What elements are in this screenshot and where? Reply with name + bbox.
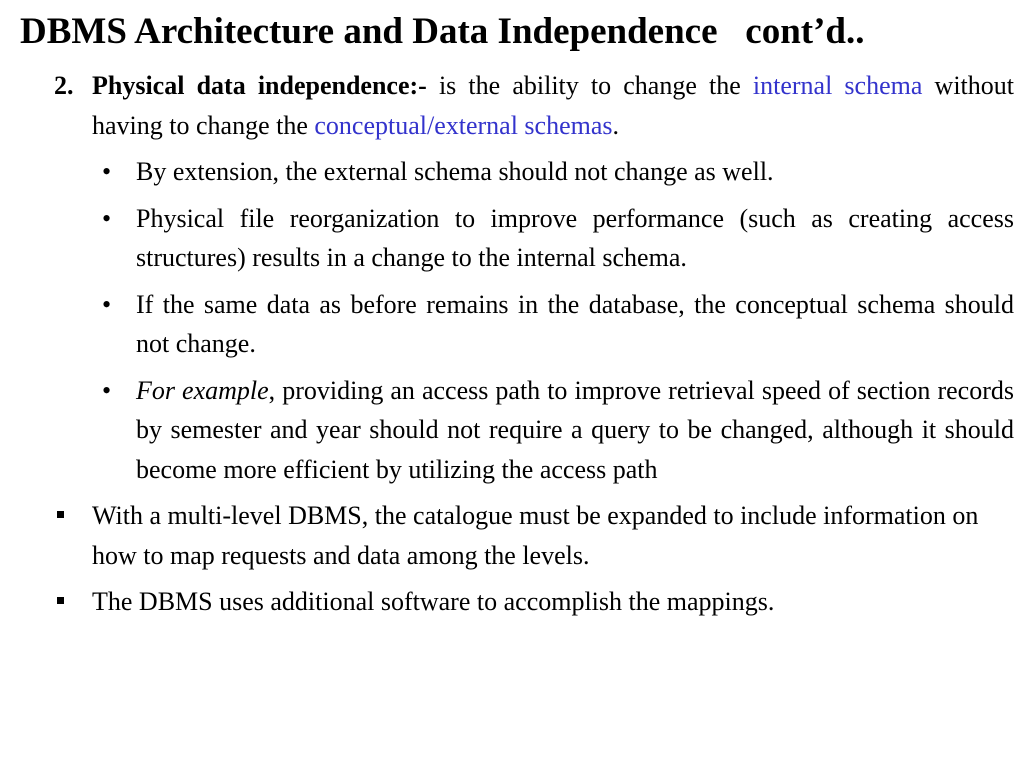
main-bullet-item	[54, 496, 1014, 575]
bullet-icon: •	[102, 203, 112, 233]
main-bullet-text: The DBMS uses additional software to accomplish the mappings.	[92, 587, 775, 616]
bullet-icon: •	[102, 375, 112, 405]
square-bullet-icon	[57, 511, 64, 518]
sub-bullet-item	[98, 152, 1014, 192]
point-lead: Physical data independence:-	[92, 71, 427, 100]
point-text: is the ability to change the	[426, 71, 753, 100]
sub-bullet-text: If the same data as before remains in the database, the conceptual schema should not change.	[136, 289, 1014, 358]
slide-content	[54, 66, 1014, 622]
sub-bullet-item	[98, 199, 1014, 278]
sub-bullet-text: Physical file reorganization to improve performance (such as creating access structures) results in a change to the internal schema.	[136, 203, 1014, 272]
highlight-internal-schema: internal schema	[752, 71, 923, 100]
square-bullet-icon	[57, 597, 64, 604]
sub-bullet-list	[98, 152, 1014, 489]
point-text: without having to change the	[92, 71, 1014, 140]
sub-bullet-italic-text: For example	[136, 375, 269, 405]
sub-bullet-text: , providing an access path to improve retrieval speed of section records by semester and year should not require a query to be changed, although it should become more efficient by utilizing the access path	[136, 375, 1014, 484]
bullet-icon: •	[102, 289, 112, 319]
sub-bullet-item	[98, 285, 1014, 364]
main-bullet-list	[54, 496, 1014, 622]
point-number: 2.	[54, 71, 74, 100]
main-bullet-item	[54, 582, 1014, 622]
numbered-point	[54, 66, 1014, 145]
sub-bullet-text: By extension, the external schema should not change as well.	[136, 157, 774, 186]
sub-bullet-item	[98, 371, 1014, 490]
point-text: .	[612, 110, 620, 140]
slide-title: DBMS Architecture and Data Independence cont’d..	[20, 11, 865, 52]
bullet-icon: •	[102, 157, 112, 186]
main-bullet-text: With a multi-level DBMS, the catalogue must be expanded to include information on how to map requests and data among the levels.	[92, 501, 979, 570]
highlight-conceptual-external-schemas: conceptual/external schemas	[314, 110, 613, 140]
